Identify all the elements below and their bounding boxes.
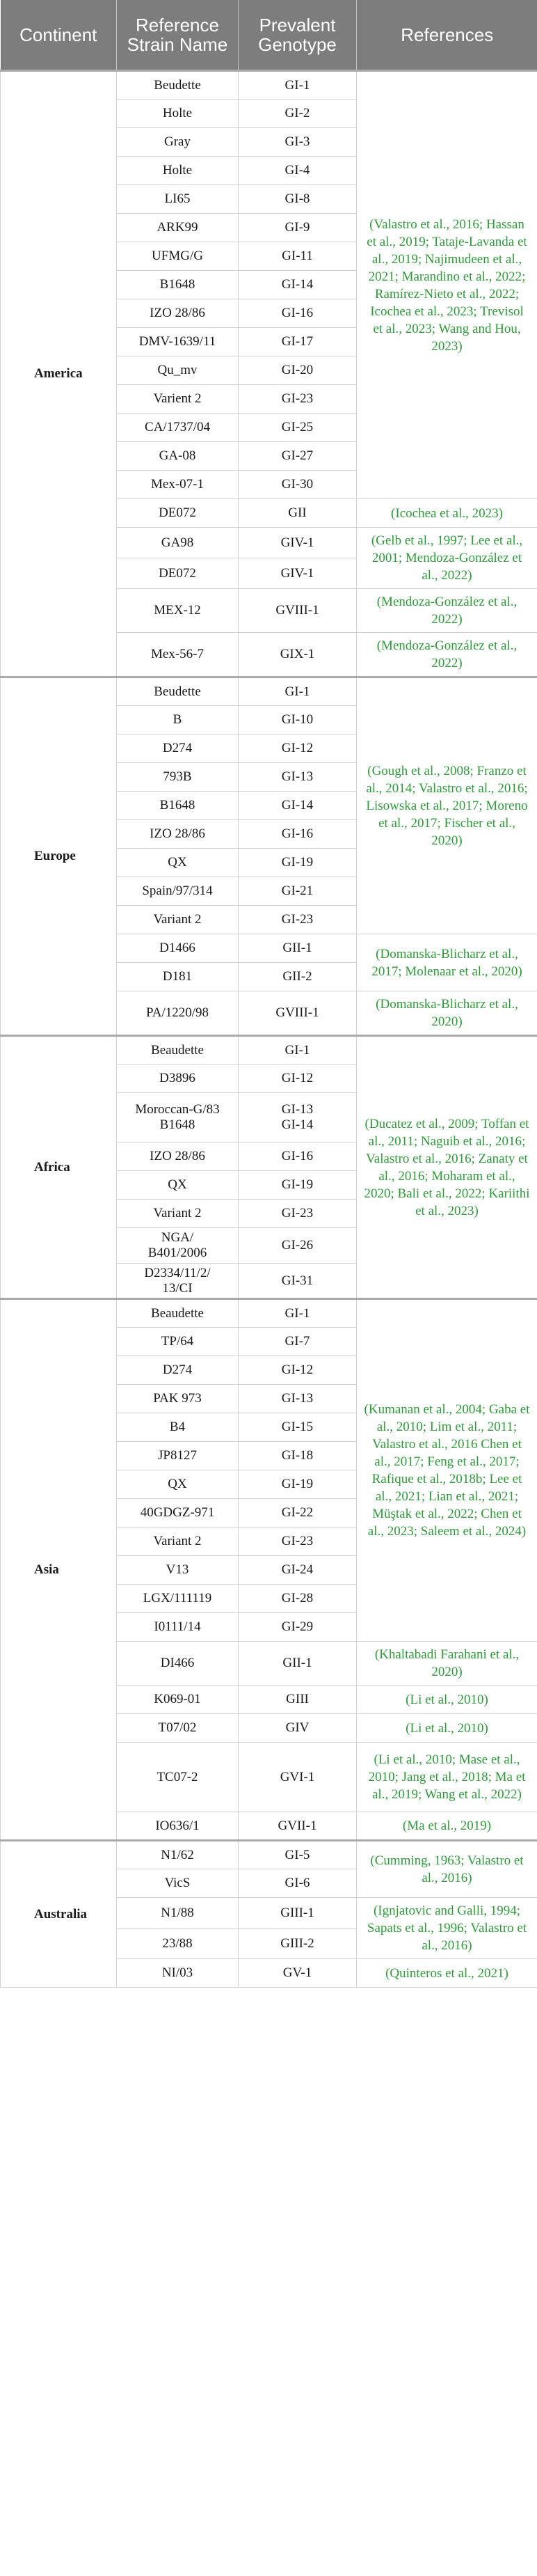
strain-cell: LI65 bbox=[117, 185, 239, 214]
continent-cell: Europe bbox=[1, 677, 117, 1036]
references-cell: (Ducatez et al., 2009; Toffan et al., 2011; Naguib et al., 2016; Valastro et al., 2016; Zanaty et al., 2016; Moharam et al., 2020; Bali et al., 2022; Kariithi et al., 2023) bbox=[357, 1036, 537, 1299]
strain-cell: 23/88 bbox=[117, 1929, 239, 1959]
genotype-cell: GI-13 bbox=[239, 1385, 357, 1413]
genotype-cell: GI-19 bbox=[239, 1470, 357, 1499]
table-row bbox=[1, 1841, 537, 1869]
genotype-cell: GI-12 bbox=[239, 1065, 357, 1093]
references-cell: (Li et al., 2010; Mase et al., 2010; Jang et al., 2018; Ma et al., 2019; Wang et al., 2022) bbox=[357, 1743, 537, 1812]
strain-cell: QX bbox=[117, 849, 239, 877]
genotype-cell: GII-1 bbox=[239, 1642, 357, 1686]
genotype-cell: GI-27 bbox=[239, 442, 357, 471]
genotype-cell: GI-4 bbox=[239, 157, 357, 185]
references-cell: (Ma et al., 2019) bbox=[357, 1812, 537, 1841]
genotype-cell: GIV bbox=[239, 1714, 357, 1743]
strain-cell: GA-08 bbox=[117, 442, 239, 471]
references-cell: (Valastro et al., 2016; Hassan et al., 2019; Tataje-Lavanda et al., 2019; Najimudeen et al., 2021; Marandino et al., 2022; Ramírez-Nieto et al., 2022; Icochea et al., 2023; Trevisol et al., 2023; Wang and Hou, 2023) bbox=[357, 71, 537, 499]
strain-cell: Holte bbox=[117, 100, 239, 128]
strain-cell: Beaudette bbox=[117, 1036, 239, 1065]
references-cell: (Li et al., 2010) bbox=[357, 1714, 537, 1743]
genotype-cell: GI-13 bbox=[239, 763, 357, 792]
genotype-cell: GI-11 bbox=[239, 242, 357, 271]
header-row bbox=[1, 0, 537, 71]
genotype-cell: GII-1 bbox=[239, 934, 357, 963]
continent-cell: Australia bbox=[1, 1841, 117, 1988]
strain-cell: TP/64 bbox=[117, 1328, 239, 1356]
strain-cell: IZO 28/86 bbox=[117, 820, 239, 849]
table-row bbox=[1, 1299, 537, 1328]
genotype-cell: GIV-1 bbox=[239, 528, 357, 558]
strain-cell: CA/1737/04 bbox=[117, 414, 239, 442]
strain-cell: B1648 bbox=[117, 792, 239, 820]
genotype-cell: GIII bbox=[239, 1686, 357, 1714]
section-africa bbox=[1, 1036, 537, 1299]
references-cell: (Domanska-Blicharz et al., 2017; Molenaar et al., 2020) bbox=[357, 934, 537, 991]
genotype-cell: GI-19 bbox=[239, 1171, 357, 1200]
table-row bbox=[1, 677, 537, 706]
strain-cell: 40GDGZ-971 bbox=[117, 1499, 239, 1527]
genotype-cell: GI-25 bbox=[239, 414, 357, 442]
references-cell: (Kumanan et al., 2004; Gaba et al., 2010; Lim et al., 2011; Valastro et al., 2016 Chen et al., 2017; Feng et al., 2017; Rafique et al., 2018b; Lee et al., 2021; Lian et al., 2021; Müştak et al., 2022; Chen et al., 2023; Saleem et al., 2024) bbox=[357, 1299, 537, 1642]
strain-cell: B bbox=[117, 706, 239, 735]
strain-cell: TC07-2 bbox=[117, 1743, 239, 1812]
genotype-cell: GI-19 bbox=[239, 849, 357, 877]
genotype-cell: GVIII-1 bbox=[239, 589, 357, 633]
strain-cell: VicS bbox=[117, 1869, 239, 1898]
references-cell: (Domanska-Blicharz et al., 2020) bbox=[357, 991, 537, 1036]
references-cell: (Mendoza-González et al., 2022) bbox=[357, 633, 537, 677]
references-cell: (Cumming, 1963; Valastro et al., 2016) bbox=[357, 1841, 537, 1898]
genotype-cell: GI-16 bbox=[239, 1142, 357, 1171]
genotype-cell: GI-22 bbox=[239, 1499, 357, 1527]
genotype-cell: GIX-1 bbox=[239, 633, 357, 677]
genotype-cell: GI-16 bbox=[239, 299, 357, 328]
strain-cell: Moroccan-G/83 B1648 bbox=[117, 1093, 239, 1142]
strain-cell: N1/62 bbox=[117, 1841, 239, 1869]
strain-cell: ARK99 bbox=[117, 214, 239, 242]
genotype-cell: GII bbox=[239, 499, 357, 528]
references-cell: (Li et al., 2010) bbox=[357, 1686, 537, 1714]
genotype-cell: GI-13 GI-14 bbox=[239, 1093, 357, 1142]
continent-cell: America bbox=[1, 71, 117, 677]
genotype-cell: GI-10 bbox=[239, 706, 357, 735]
continent-cell: Africa bbox=[1, 1036, 117, 1299]
genotype-cell: GI-1 bbox=[239, 1036, 357, 1065]
strain-cell: D274 bbox=[117, 735, 239, 763]
genotype-cell: GI-3 bbox=[239, 128, 357, 157]
strain-cell: Gray bbox=[117, 128, 239, 157]
strain-cell: PA/1220/98 bbox=[117, 991, 239, 1036]
strain-cell: DMV-1639/11 bbox=[117, 328, 239, 356]
strain-cell: QX bbox=[117, 1470, 239, 1499]
strain-cell: D181 bbox=[117, 963, 239, 991]
section-asia bbox=[1, 1299, 537, 1841]
strain-cell: UFMG/G bbox=[117, 242, 239, 271]
strain-cell: QX bbox=[117, 1171, 239, 1200]
table-row bbox=[1, 71, 537, 100]
genotype-cell: GI-15 bbox=[239, 1413, 357, 1442]
genotype-cell: GI-9 bbox=[239, 214, 357, 242]
strain-cell: N1/88 bbox=[117, 1898, 239, 1929]
strain-cell: NI/03 bbox=[117, 1959, 239, 1988]
strain-cell: Spain/97/314 bbox=[117, 877, 239, 906]
section-europe bbox=[1, 677, 537, 1036]
strain-cell: K069-01 bbox=[117, 1686, 239, 1714]
genotype-cell: GI-23 bbox=[239, 906, 357, 934]
references-cell: (Ignjatovic and Galli, 1994; Sapats et al., 1996; Valastro et al., 2016) bbox=[357, 1898, 537, 1959]
continent-cell: Asia bbox=[1, 1299, 117, 1841]
genotype-cell: GI-14 bbox=[239, 271, 357, 299]
genotype-cell: GI-21 bbox=[239, 877, 357, 906]
genotype-cell: GV-1 bbox=[239, 1959, 357, 1988]
genotype-cell: GI-24 bbox=[239, 1556, 357, 1585]
strain-cell: Qu_mv bbox=[117, 356, 239, 385]
genotype-cell: GVIII-1 bbox=[239, 991, 357, 1036]
genotype-cell: GI-30 bbox=[239, 471, 357, 499]
strain-cell: Beudette bbox=[117, 71, 239, 100]
references-cell: (Khaltabadi Farahani et al., 2020) bbox=[357, 1642, 537, 1686]
genotype-cell: GII-2 bbox=[239, 963, 357, 991]
genotype-cell: GVII-1 bbox=[239, 1812, 357, 1841]
strain-cell: NGA/ B401/2006 bbox=[117, 1228, 239, 1264]
strain-cell: D3896 bbox=[117, 1065, 239, 1093]
genotype-cell: GI-18 bbox=[239, 1442, 357, 1470]
references-cell: (Gough et al., 2008; Franzo et al., 2014; Valastro et al., 2016; Lisowska et al., 2017; Moreno et al., 2017; Fischer et al., 2020) bbox=[357, 677, 537, 934]
strain-cell: DE072 bbox=[117, 499, 239, 528]
strain-cell: DE072 bbox=[117, 558, 239, 589]
strain-cell: IZO 28/86 bbox=[117, 299, 239, 328]
table-row bbox=[1, 1036, 537, 1065]
genotype-cell: GI-29 bbox=[239, 1613, 357, 1642]
strain-cell: Mex-07-1 bbox=[117, 471, 239, 499]
genotype-cell: GI-1 bbox=[239, 1299, 357, 1328]
genotype-cell: GVI-1 bbox=[239, 1743, 357, 1812]
genotype-cell: GI-1 bbox=[239, 71, 357, 100]
strain-cell: D274 bbox=[117, 1356, 239, 1385]
genotype-cell: GI-7 bbox=[239, 1328, 357, 1356]
strain-cell: B4 bbox=[117, 1413, 239, 1442]
references-cell: (Gelb et al., 1997; Lee et al., 2001; Mendoza-González et al., 2022) bbox=[357, 528, 537, 589]
strain-cell: T07/02 bbox=[117, 1714, 239, 1743]
header-references: References bbox=[357, 0, 537, 71]
genotype-cell: GI-26 bbox=[239, 1228, 357, 1264]
strain-cell: JP8127 bbox=[117, 1442, 239, 1470]
strain-cell: Beaudette bbox=[117, 1299, 239, 1328]
strain-cell: Mex-56-7 bbox=[117, 633, 239, 677]
header-continent: Continent bbox=[1, 0, 117, 71]
references-cell: (Icochea et al., 2023) bbox=[357, 499, 537, 528]
genotype-cell: GI-6 bbox=[239, 1869, 357, 1898]
strain-cell: Variant 2 bbox=[117, 1527, 239, 1556]
strain-cell: Beudette bbox=[117, 677, 239, 706]
header-genotype: Prevalent Genotype bbox=[239, 0, 357, 71]
genotype-cell: GIV-1 bbox=[239, 558, 357, 589]
strain-cell: DI466 bbox=[117, 1642, 239, 1686]
genotype-cell: GI-8 bbox=[239, 185, 357, 214]
genotype-cell: GI-17 bbox=[239, 328, 357, 356]
genotype-cell: GI-12 bbox=[239, 1356, 357, 1385]
strain-cell: IZO 28/86 bbox=[117, 1142, 239, 1171]
header-strain: Reference Strain Name bbox=[117, 0, 239, 71]
genotype-cell: GI-5 bbox=[239, 1841, 357, 1869]
genotype-cell: GI-23 bbox=[239, 1200, 357, 1228]
genotype-cell: GI-1 bbox=[239, 677, 357, 706]
strain-cell: Varient 2 bbox=[117, 385, 239, 414]
strain-cell: MEX-12 bbox=[117, 589, 239, 633]
genotype-cell: GI-23 bbox=[239, 1527, 357, 1556]
references-cell: (Mendoza-González et al., 2022) bbox=[357, 589, 537, 633]
genotype-cell: GI-12 bbox=[239, 735, 357, 763]
section-australia bbox=[1, 1841, 537, 1988]
genotype-cell: GIII-2 bbox=[239, 1929, 357, 1959]
strain-cell: D2334/11/2/ 13/CI bbox=[117, 1264, 239, 1299]
section-america bbox=[1, 71, 537, 677]
genotype-cell: GI-23 bbox=[239, 385, 357, 414]
strain-cell: PAK 973 bbox=[117, 1385, 239, 1413]
strain-cell: D1466 bbox=[117, 934, 239, 963]
strain-cell: Holte bbox=[117, 157, 239, 185]
genotype-cell: GI-16 bbox=[239, 820, 357, 849]
genotype-cell: GIII-1 bbox=[239, 1898, 357, 1929]
genotype-cell: GI-28 bbox=[239, 1585, 357, 1613]
references-cell: (Quinteros et al., 2021) bbox=[357, 1959, 537, 1988]
genotype-cell: GI-14 bbox=[239, 792, 357, 820]
strain-cell: B1648 bbox=[117, 271, 239, 299]
strain-cell: Variant 2 bbox=[117, 906, 239, 934]
strain-cell: Variant 2 bbox=[117, 1200, 239, 1228]
strain-cell: 793B bbox=[117, 763, 239, 792]
strain-cell: LGX/111119 bbox=[117, 1585, 239, 1613]
strain-cell: IO636/1 bbox=[117, 1812, 239, 1841]
strain-cell: GA98 bbox=[117, 528, 239, 558]
strain-cell: I0111/14 bbox=[117, 1613, 239, 1642]
genotype-cell: GI-31 bbox=[239, 1264, 357, 1299]
genotype-cell: GI-20 bbox=[239, 356, 357, 385]
genotype-cell: GI-2 bbox=[239, 100, 357, 128]
strain-cell: V13 bbox=[117, 1556, 239, 1585]
table-header bbox=[1, 0, 537, 71]
